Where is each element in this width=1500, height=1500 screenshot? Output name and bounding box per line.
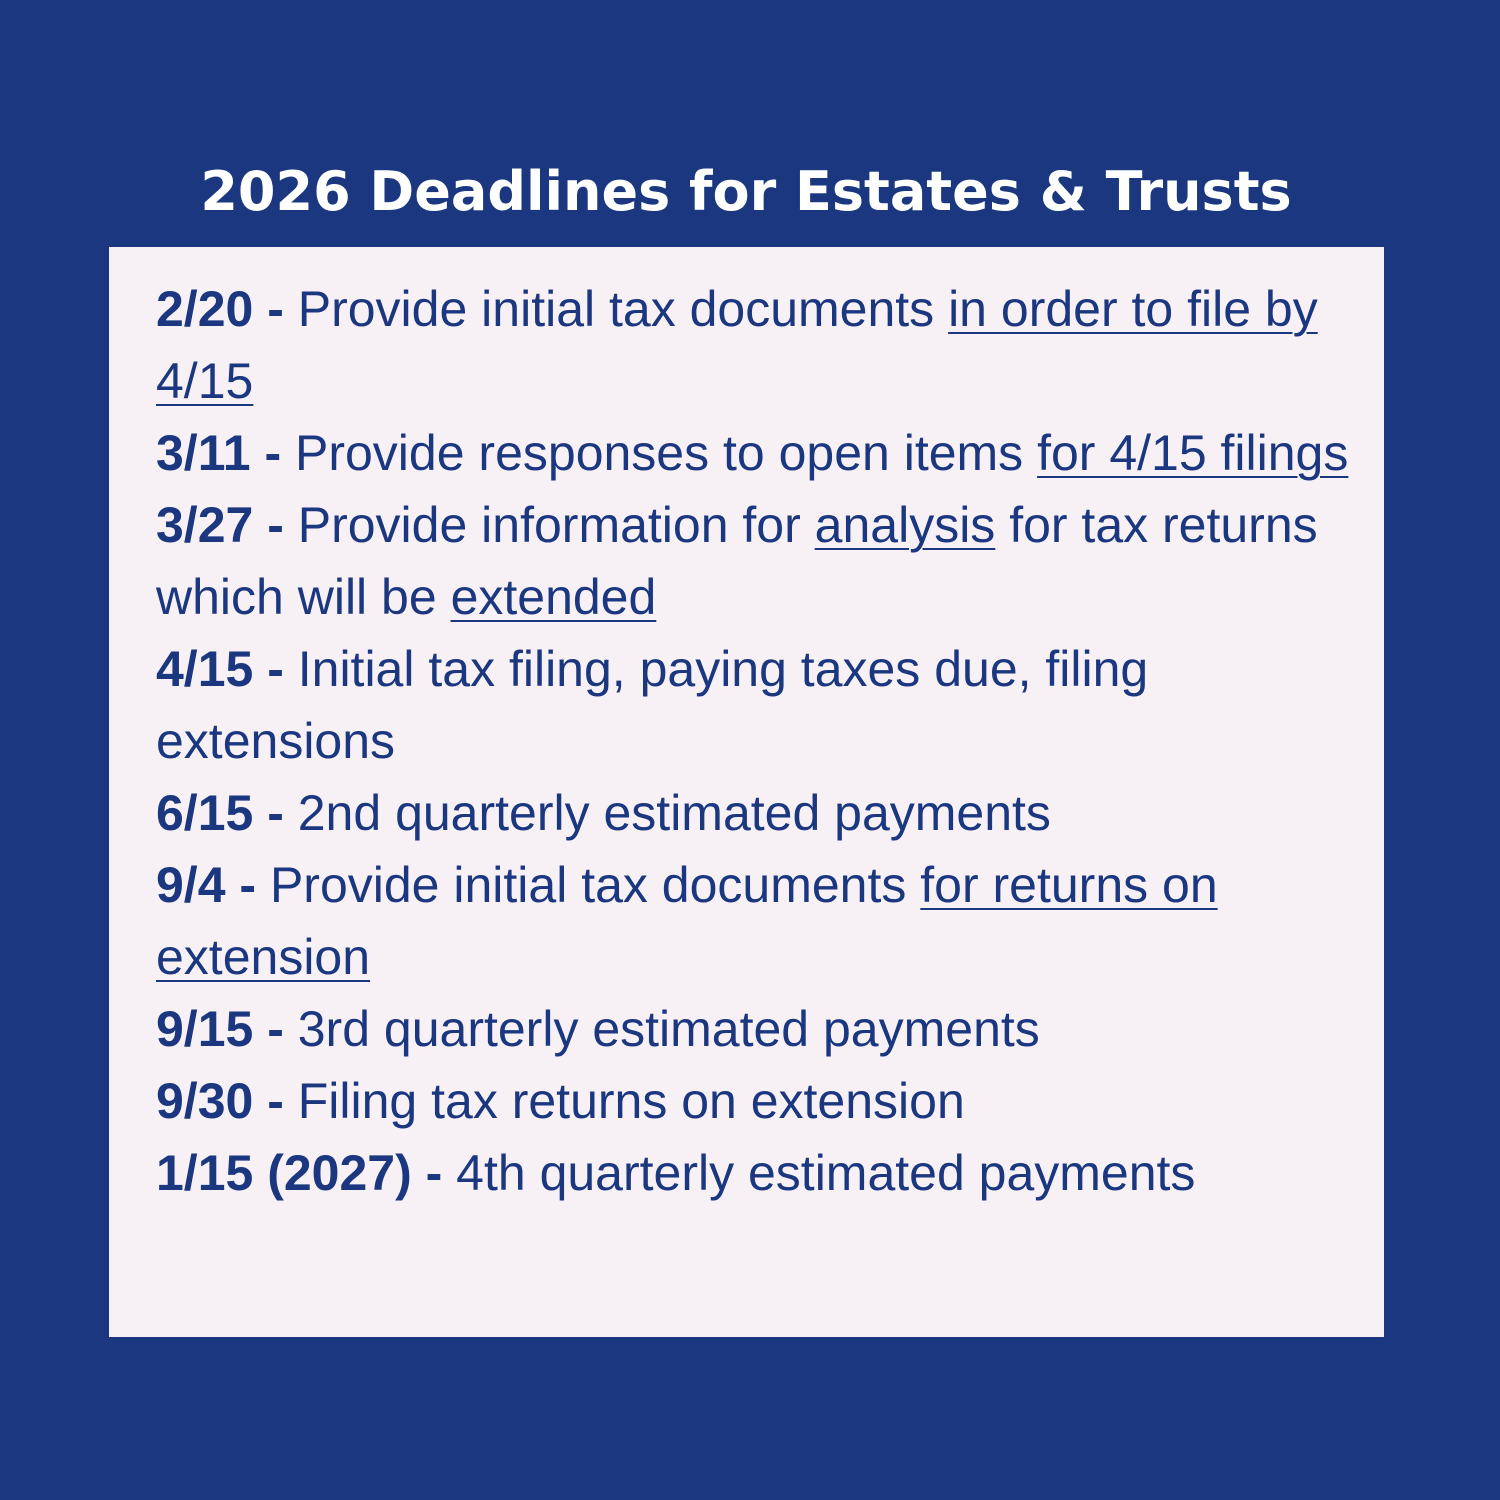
- deadline-item: [156, 489, 1356, 633]
- deadline-list: [156, 273, 1356, 1209]
- deadline-link[interactable]: for 4/15 filings: [1037, 425, 1349, 481]
- deadline-date: 9/15 -: [156, 1001, 284, 1057]
- deadline-date: 9/4 -: [156, 857, 257, 913]
- deadline-link[interactable]: analysis: [814, 497, 996, 553]
- deadline-item: [156, 849, 1356, 993]
- deadline-item: [156, 633, 1356, 777]
- deadline-date: 6/15 -: [156, 785, 284, 841]
- deadline-text: Initial tax filing, paying taxes due, filing extensions: [156, 641, 1149, 769]
- deadline-text: 3rd quarterly estimated payments: [283, 1001, 1040, 1057]
- deadline-item: [156, 777, 1356, 849]
- deadline-date: 2/20 -: [156, 281, 284, 337]
- deadline-text: 2nd quarterly estimated payments: [283, 785, 1051, 841]
- deadline-date: 3/11 -: [156, 425, 282, 481]
- deadline-date: 4/15 -: [156, 641, 284, 697]
- deadline-date: 3/27 -: [156, 497, 284, 553]
- deadline-link[interactable]: extended: [450, 569, 657, 625]
- deadline-date: 1/15 (2027) -: [156, 1145, 443, 1201]
- deadline-item: [156, 1065, 1356, 1137]
- deadline-text: 4th quarterly estimated payments: [442, 1145, 1196, 1201]
- deadline-link[interactable]: in order to file by 4/15: [156, 281, 1318, 409]
- deadline-text: for tax returns which will be: [156, 497, 1318, 625]
- deadline-item: [156, 1137, 1356, 1209]
- deadline-item: [156, 417, 1356, 489]
- deadline-text: Provide initial tax documents: [283, 281, 949, 337]
- page-title: 2026 Deadlines for Estates & Trusts: [200, 160, 1292, 223]
- deadline-text: Provide initial tax documents: [256, 857, 921, 913]
- deadline-date: 9/30 -: [156, 1073, 284, 1129]
- deadline-text: Provide responses to open items: [281, 425, 1038, 481]
- deadline-item: [156, 273, 1356, 417]
- deadline-text: Filing tax returns on extension: [283, 1073, 965, 1129]
- deadlines-card: [109, 247, 1384, 1337]
- deadline-item: [156, 993, 1356, 1065]
- deadline-text: Provide information for: [283, 497, 815, 553]
- deadline-link[interactable]: for returns on extension: [156, 857, 1218, 985]
